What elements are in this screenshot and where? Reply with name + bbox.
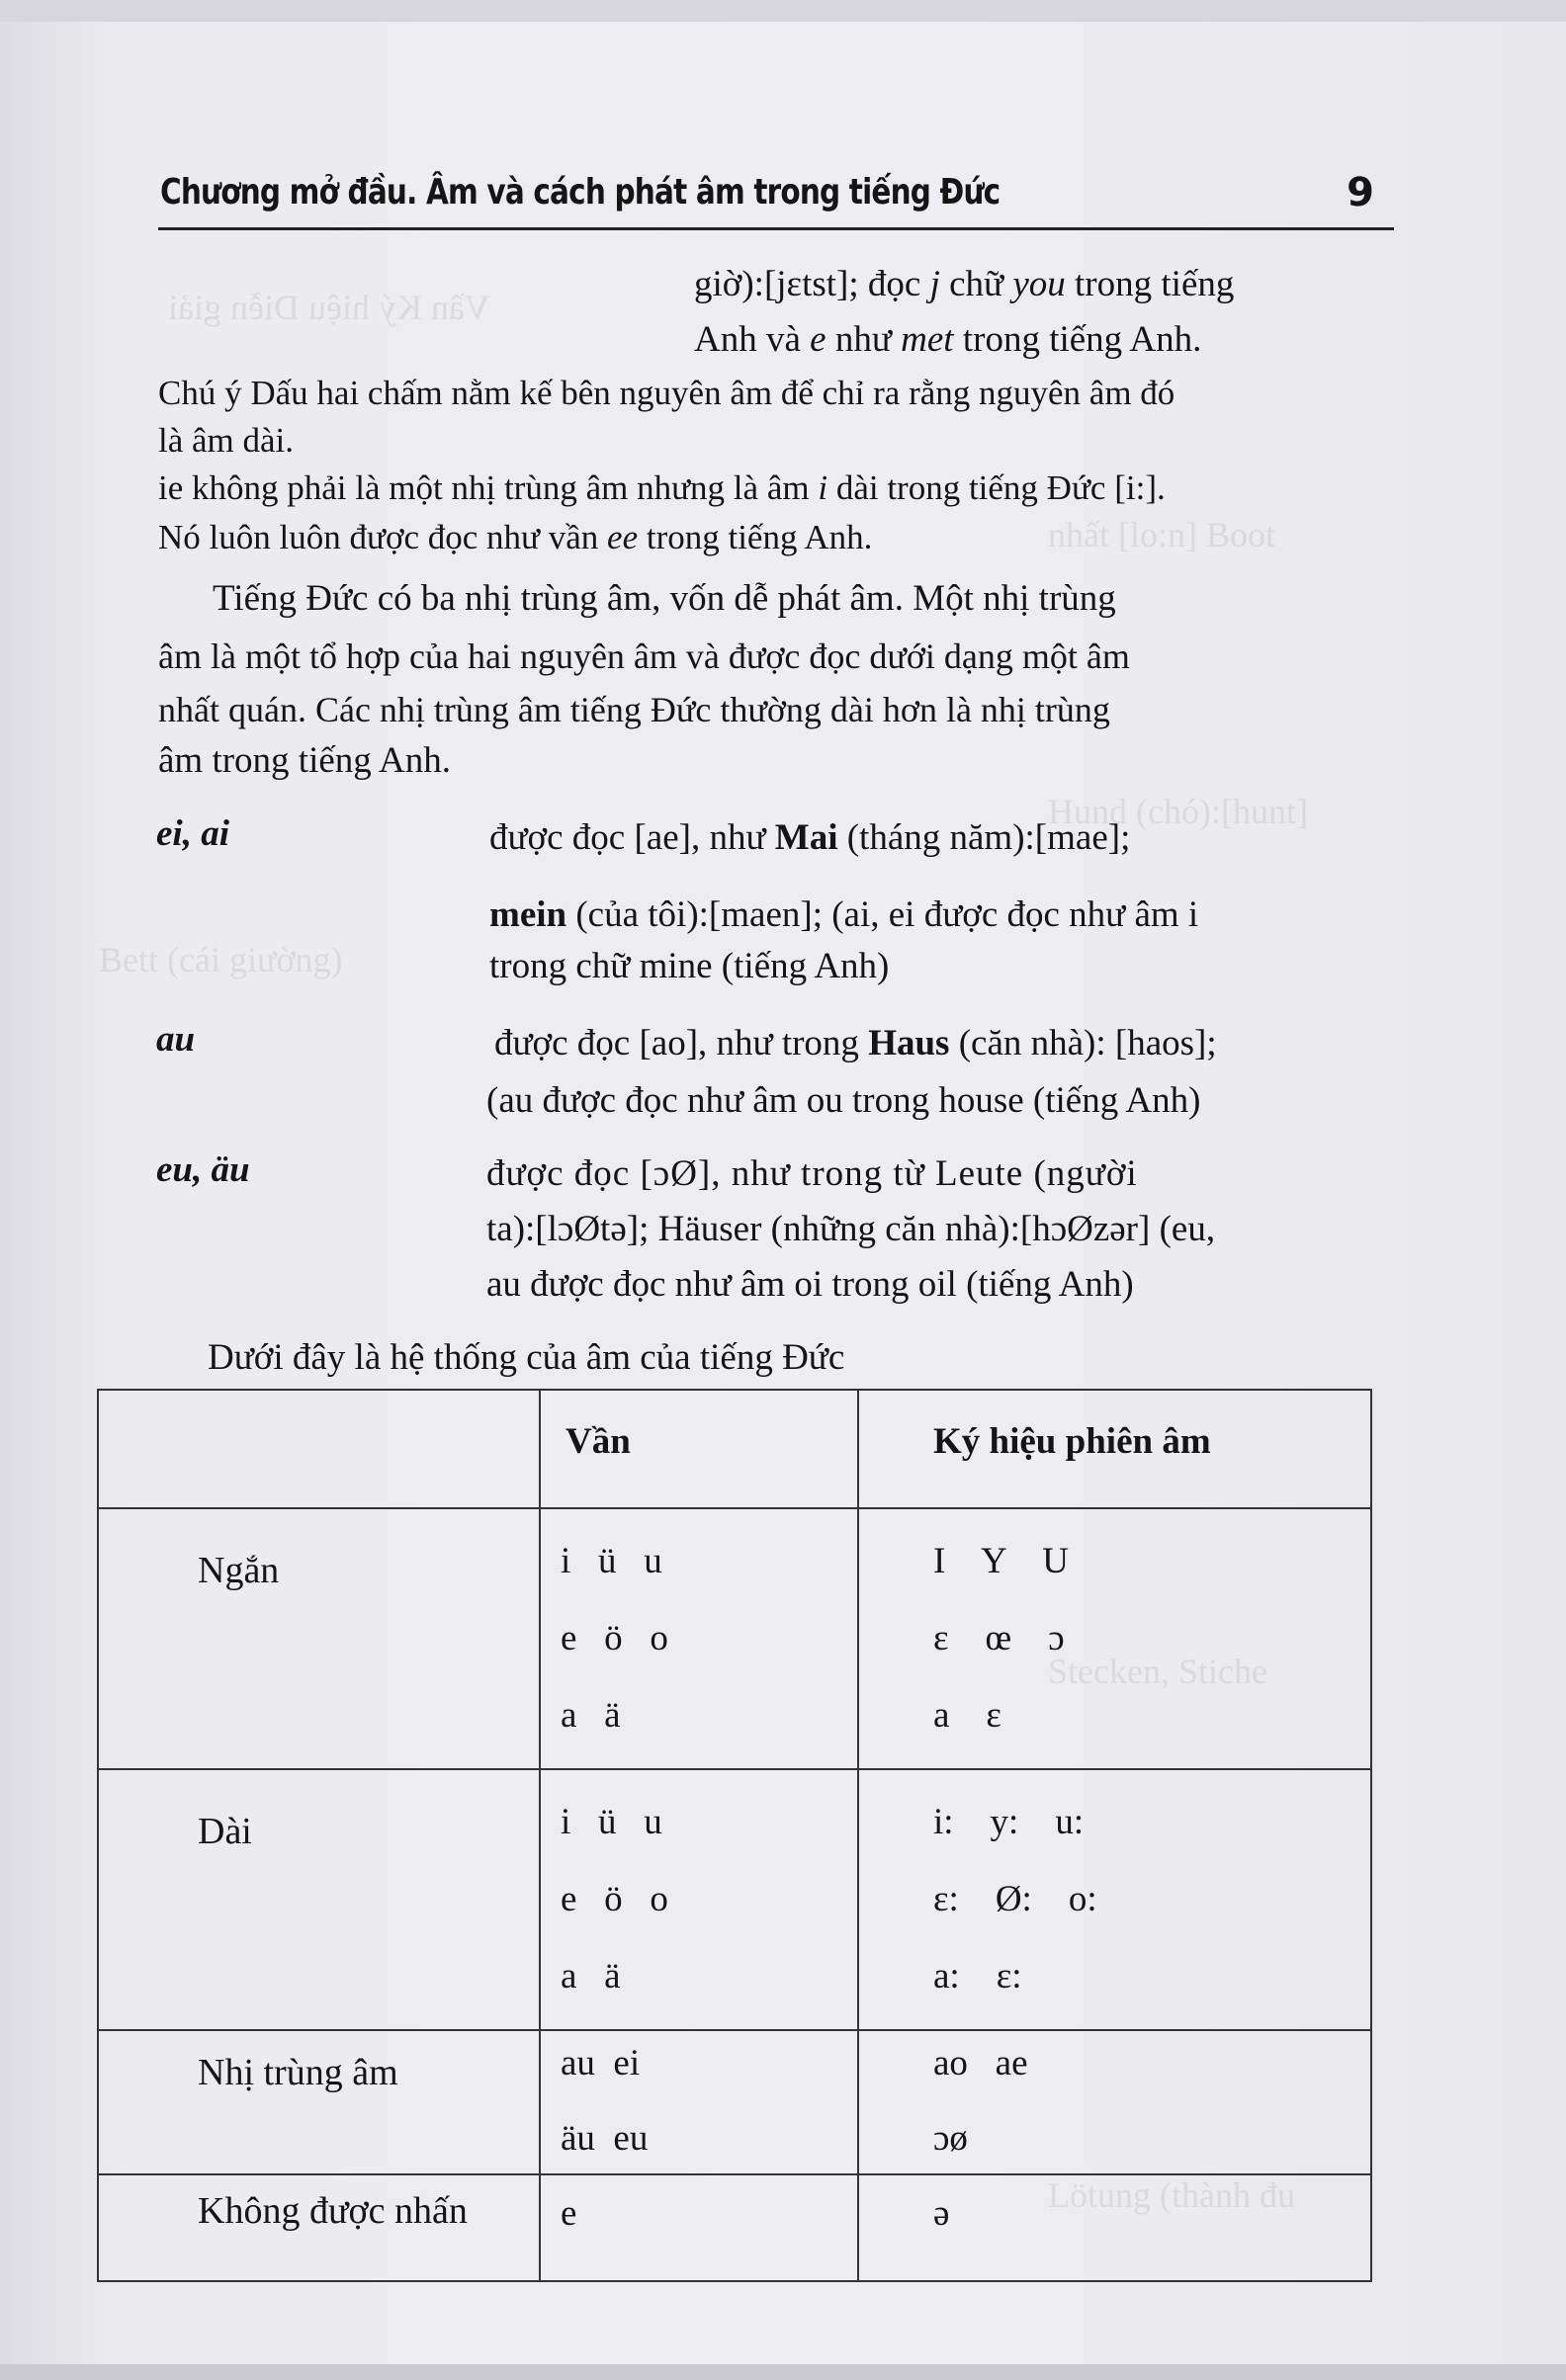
intro-line-4: âm trong tiếng Anh. bbox=[158, 740, 451, 781]
note-line-3: ie không phải là một nhị trùng âm nhưng là âm i dài trong tiếng Đức [i:]. bbox=[158, 468, 1166, 507]
phonetic-cell bbox=[858, 1508, 1371, 1769]
row-category: Ngắn bbox=[98, 1508, 540, 1769]
diphthong-label-ei-ai: ei, ai bbox=[156, 813, 229, 854]
phonetic-line: ə bbox=[933, 2193, 950, 2234]
intro-line-2: âm là một tổ hợp của hai nguyên âm và được đọc dưới dạng một âm bbox=[158, 637, 1130, 676]
note-line-1: Chú ý Dấu hai chấm nằm kế bên nguyên âm để chỉ ra rằng nguyên âm đó bbox=[158, 374, 1175, 412]
phonetic-line: a: ɛ: bbox=[933, 1956, 1022, 1997]
row-category: Dài bbox=[98, 1769, 540, 2030]
note-line-2: là âm dài. bbox=[158, 421, 295, 460]
vowel-line: e bbox=[561, 2193, 577, 2234]
vowels-cell bbox=[540, 2030, 858, 2174]
diphthong-eu-au-line-3: au được đọc như âm oi trong oil (tiếng Anh) bbox=[486, 1264, 1134, 1305]
phonetic-line: ao ae bbox=[933, 2043, 1028, 2083]
phonetic-line: I Y U bbox=[933, 1541, 1070, 1581]
phonetic-line: ɛ œ ɔ bbox=[933, 1618, 1065, 1658]
vowel-line: a ä bbox=[561, 1956, 621, 1997]
table-header-empty bbox=[98, 1390, 540, 1508]
note-line-4: Nó luôn luôn được đọc như vần ee trong tiếng Anh. bbox=[158, 518, 873, 556]
phonetic-cell bbox=[858, 2174, 1371, 2281]
vowel-system-table bbox=[97, 1389, 1372, 2282]
table-row-short bbox=[98, 1508, 1371, 1769]
table-row-diphthong bbox=[98, 2030, 1371, 2174]
diphthong-label-au: au bbox=[156, 1019, 196, 1060]
bleed-through-text: Stecken, Stiche bbox=[1048, 1652, 1267, 1691]
intro-line-1: Tiếng Đức có ba nhị trùng âm, vốn dễ phát âm. Một nhị trùng bbox=[213, 578, 1116, 619]
diphthong-eu-au-line-2: ta):[lɔØtə]; Häuser (những căn nhà):[hɔØzər] (eu, bbox=[486, 1209, 1216, 1249]
table-row-unstressed bbox=[98, 2174, 1371, 2281]
phonetic-line: ɔø bbox=[933, 2118, 968, 2159]
vowels-cell bbox=[540, 2174, 858, 2281]
bleed-through-text: Lötung (thành đu bbox=[1048, 2175, 1295, 2215]
row-category: Nhị trùng âm bbox=[98, 2030, 540, 2174]
diphthong-au-line-2: (au được đọc như âm ou trong house (tiếng Anh) bbox=[486, 1080, 1201, 1121]
phonetic-line: i: y: u: bbox=[933, 1802, 1085, 1842]
scan-top-edge bbox=[0, 0, 1566, 22]
phonetic-cell bbox=[858, 1769, 1371, 2030]
bleed-through-text: Vần Ký hiệu Diễn giải bbox=[168, 288, 490, 327]
vowel-line: i ü u bbox=[561, 1541, 662, 1581]
table-header-vowels: Vần bbox=[540, 1390, 858, 1508]
vowel-line: i ü u bbox=[561, 1802, 662, 1842]
table-intro: Dưới đây là hệ thống của âm của tiếng Đức bbox=[208, 1337, 845, 1378]
bleed-through-text: Bett (cái giường) bbox=[99, 940, 343, 979]
phonetic-line: a ɛ bbox=[933, 1695, 1001, 1736]
phonetic-line: ɛ: Ø: o: bbox=[933, 1879, 1097, 1919]
intro-line-3: nhất quán. Các nhị trùng âm tiếng Đức thường dài hơn là nhị trùng bbox=[158, 690, 1110, 729]
chapter-title: Chương mở đầu. Âm và cách phát âm trong tiếng Đức bbox=[160, 172, 1000, 212]
bleed-through-text: nhất [lo:n] Boot bbox=[1048, 515, 1275, 554]
phonetic-cell bbox=[858, 2030, 1371, 2174]
row-category: Không được nhấn bbox=[98, 2174, 540, 2281]
table-header-row bbox=[98, 1390, 1371, 1508]
diphthong-label-eu-au: eu, äu bbox=[156, 1149, 250, 1190]
continuation-line-1: giờ):[jɛtst]; đọc j chữ you trong tiếng bbox=[694, 264, 1235, 304]
table-row-long bbox=[98, 1769, 1371, 2030]
vowel-line: a ä bbox=[561, 1695, 621, 1736]
table-header-phonetic: Ký hiệu phiên âm bbox=[858, 1390, 1371, 1508]
vowels-cell bbox=[540, 1508, 858, 1769]
page-number: 9 bbox=[1347, 170, 1374, 215]
diphthong-au-line-1: được đọc [ao], như trong Haus (căn nhà): [haos]; bbox=[494, 1023, 1217, 1063]
scan-bottom-edge bbox=[0, 2364, 1566, 2380]
vowel-line: e ö o bbox=[561, 1618, 668, 1658]
vowel-line: au ei bbox=[561, 2043, 641, 2083]
continuation-line-2: Anh và e như met trong tiếng Anh. bbox=[694, 319, 1202, 360]
diphthong-eu-au-line-1: được đọc [ɔØ], như trong từ Leute (người bbox=[486, 1153, 1138, 1194]
vowel-line: e ö o bbox=[561, 1879, 668, 1919]
running-header bbox=[158, 168, 1394, 230]
diphthong-ei-ai-line-3: trong chữ mine (tiếng Anh) bbox=[489, 946, 890, 986]
vowel-line: äu eu bbox=[561, 2118, 649, 2159]
diphthong-ei-ai-line-2: mein (của tôi):[maen]; (ai, ei được đọc như âm i bbox=[489, 894, 1199, 935]
diphthong-ei-ai-line-1: được đọc [ae], như Mai (tháng năm):[mae]; bbox=[489, 817, 1131, 858]
vowels-cell bbox=[540, 1769, 858, 2030]
bleed-through-text: Hund (chó):[hunt] bbox=[1048, 792, 1308, 831]
